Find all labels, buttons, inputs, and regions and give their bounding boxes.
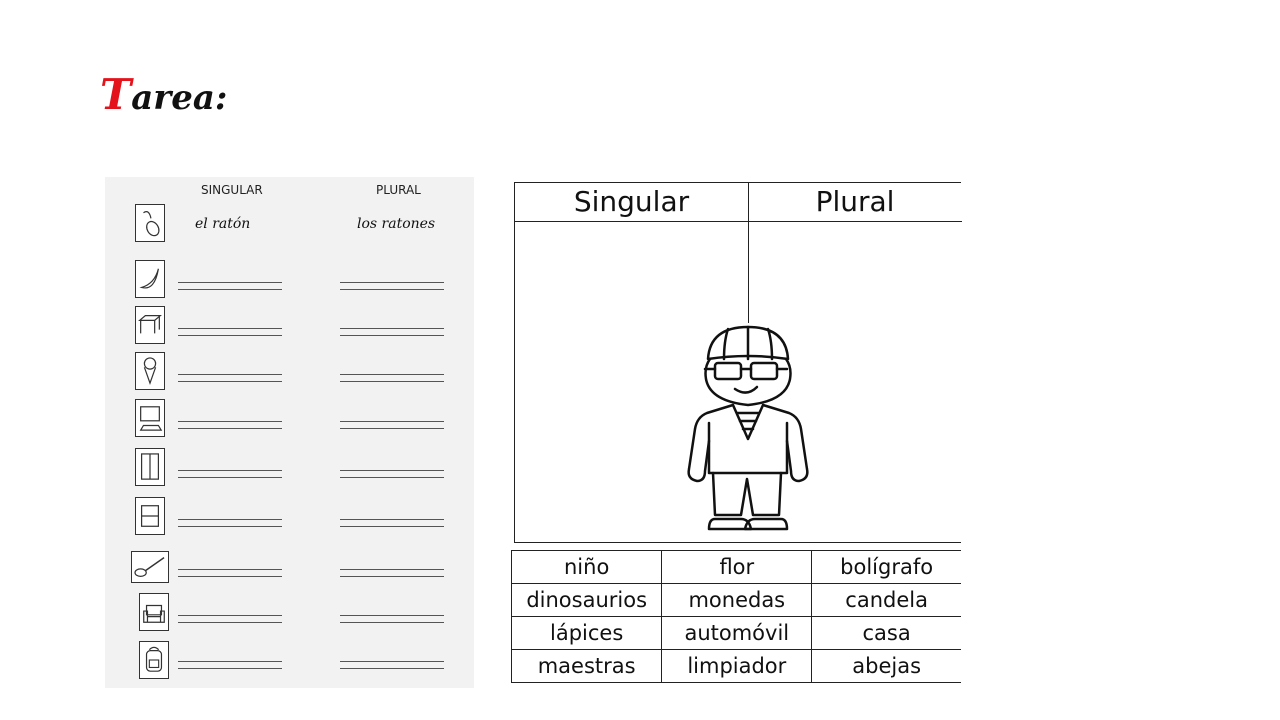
- answer-line-singular: [178, 615, 282, 623]
- singular-plural-worksheet-left: [105, 177, 474, 688]
- worksheet-row: [105, 497, 474, 541]
- column-header-plural: Plural: [815, 185, 895, 218]
- word-bank-table: [511, 550, 961, 683]
- title-initial: T: [100, 70, 132, 119]
- spoon-icon: [131, 551, 169, 583]
- table-row: [512, 551, 962, 584]
- word-cell: dinosaurios: [512, 584, 662, 617]
- banana-icon: [135, 260, 165, 298]
- word-cell: flor: [662, 551, 812, 584]
- answer-line-plural: [340, 374, 444, 382]
- word-cell: automóvil: [662, 617, 812, 650]
- answer-line-plural: [340, 470, 444, 478]
- word-cell: abejas: [812, 650, 961, 683]
- worksheet-row: [105, 399, 474, 443]
- answer-line-singular: [178, 421, 282, 429]
- answer-line-plural: [340, 661, 444, 669]
- answer-line-singular: [178, 282, 282, 290]
- slide-title: [100, 70, 227, 119]
- word-cell: candela: [812, 584, 961, 617]
- answer-line-singular: [178, 519, 282, 527]
- answer-line-plural: [340, 569, 444, 577]
- worksheet-row: [105, 204, 474, 248]
- armchair-icon: [139, 593, 169, 631]
- example-singular: el ratón: [195, 216, 251, 232]
- boy-illustration: [683, 323, 813, 539]
- title-rest: area:: [131, 78, 228, 118]
- answer-line-plural: [340, 421, 444, 429]
- header-divider: [515, 221, 962, 222]
- singular-plural-worksheet-right: [514, 182, 961, 543]
- word-cell: bolígrafo: [812, 551, 961, 584]
- answer-line-singular: [178, 569, 282, 577]
- wardrobe-icon: [135, 448, 165, 486]
- mouse-icon: [135, 204, 165, 242]
- answer-line-plural: [340, 615, 444, 623]
- table-row: [512, 617, 962, 650]
- answer-line-singular: [178, 661, 282, 669]
- word-cell: niño: [512, 551, 662, 584]
- worksheet-row: [105, 547, 474, 591]
- worksheet-row: [105, 593, 474, 637]
- table-row: [512, 650, 962, 683]
- answer-line-plural: [340, 282, 444, 290]
- answer-line-singular: [178, 470, 282, 478]
- table-icon: [135, 306, 165, 344]
- answer-line-plural: [340, 328, 444, 336]
- answer-line-singular: [178, 328, 282, 336]
- word-cell: monedas: [662, 584, 812, 617]
- column-header-singular: Singular: [573, 185, 690, 218]
- word-cell: lápices: [512, 617, 662, 650]
- worksheet-row: [105, 260, 474, 304]
- header-plural: PLURAL: [376, 183, 421, 197]
- worksheet-row: [105, 448, 474, 492]
- worksheet-row: [105, 306, 474, 350]
- worksheet-row: [105, 352, 474, 396]
- column-divider: [748, 183, 749, 323]
- backpack-icon: [139, 641, 169, 679]
- example-plural: los ratones: [357, 216, 436, 232]
- answer-line-plural: [340, 519, 444, 527]
- word-cell: limpiador: [662, 650, 812, 683]
- word-cell: casa: [812, 617, 961, 650]
- header-singular: SINGULAR: [201, 183, 263, 197]
- dresser-icon: [135, 497, 165, 535]
- computer-icon: [135, 399, 165, 437]
- answer-line-singular: [178, 374, 282, 382]
- table-row: [512, 584, 962, 617]
- word-cell: maestras: [512, 650, 662, 683]
- worksheet-row: [105, 641, 474, 685]
- ice-cream-icon: [135, 352, 165, 390]
